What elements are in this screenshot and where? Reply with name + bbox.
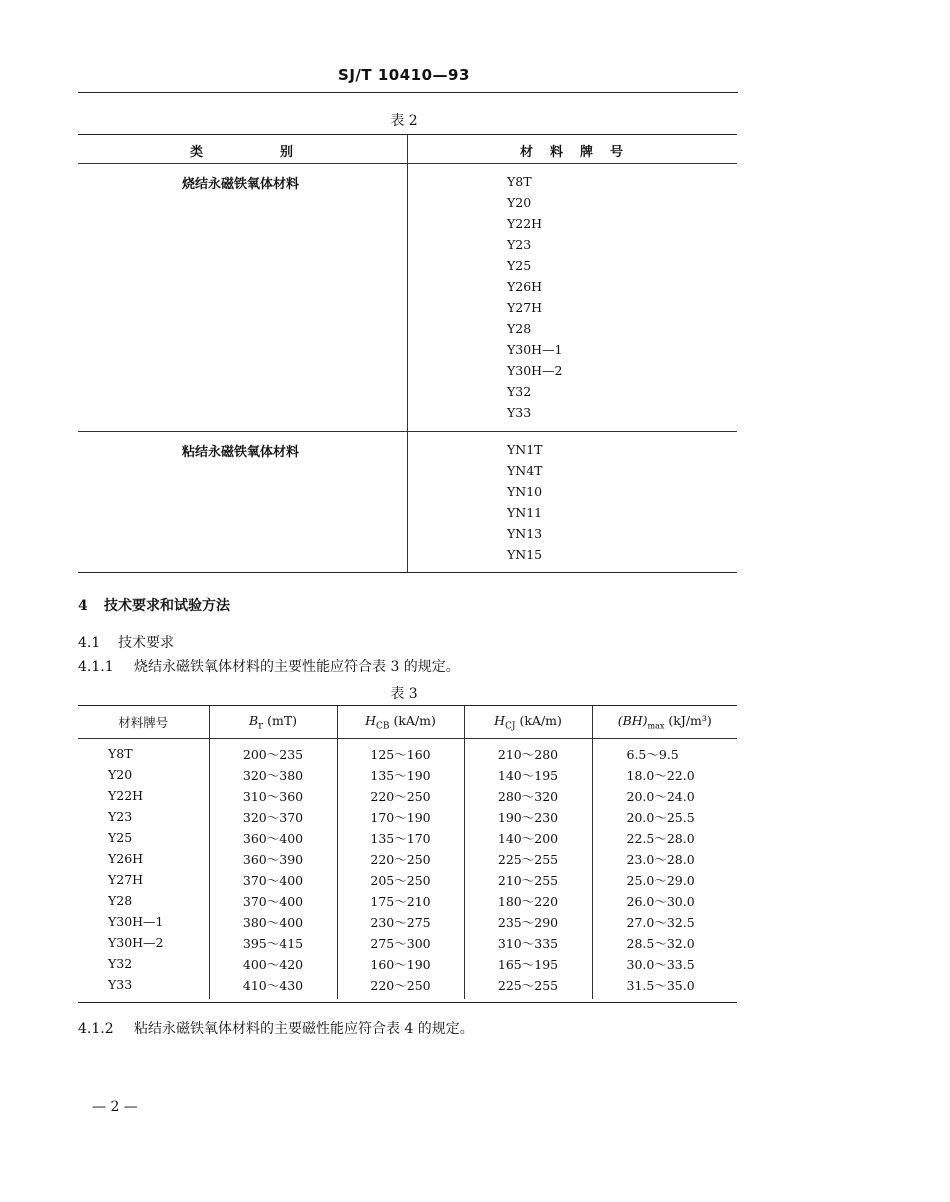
section-title: 技术要求和试验方法 (104, 598, 230, 614)
table2-grade-list-bonded (507, 439, 542, 565)
cell-hcj: 280～320 (464, 785, 592, 806)
cell-hcj: 235～290 (464, 911, 592, 932)
table3-header-row (78, 706, 737, 739)
unit: (mT) (263, 712, 298, 728)
table-row (78, 739, 737, 765)
cell-br: 360～390 (209, 848, 337, 869)
cell-bhmax: 20.0～25.5 (592, 806, 737, 827)
subscript: max (647, 721, 665, 731)
cell-hcb: 125～160 (337, 739, 464, 765)
section-number: 4.1 (78, 635, 101, 651)
cell-bhmax: 31.5～35.0 (592, 974, 737, 999)
header-hcj (464, 706, 592, 739)
grade-item: Y22H (507, 216, 543, 231)
table2-column-divider (407, 135, 408, 572)
table-row (78, 827, 737, 848)
cell-grade: Y28 (108, 893, 133, 908)
cell-hcb: 230～275 (337, 911, 464, 932)
cell-bhmax: 23.0～28.0 (592, 848, 737, 869)
grade-item: YN13 (507, 526, 543, 541)
grade-item: Y25 (507, 258, 532, 273)
section-number: 4.1.2 (78, 1021, 114, 1037)
table-row (78, 932, 737, 953)
cell-hcb: 220～250 (337, 848, 464, 869)
grade-item: Y32 (507, 384, 532, 399)
grade-item: YN1T (507, 442, 543, 457)
grade-item: Y26H (507, 279, 543, 294)
cell-hcb: 160～190 (337, 953, 464, 974)
cell-grade: Y20 (108, 767, 133, 782)
header-rule (78, 92, 738, 93)
table3-caption: 表 3 (390, 686, 418, 702)
symbol: H (365, 712, 376, 728)
grade-item: Y20 (507, 195, 532, 210)
header-bhmax (592, 706, 737, 739)
cell-br: 200～235 (209, 739, 337, 765)
grade-item: Y30H—2 (507, 363, 563, 378)
cell-hcb: 135～190 (337, 764, 464, 785)
table2-header-rule (78, 163, 737, 164)
cell-bhmax: 25.0～29.0 (592, 869, 737, 890)
table2-group-rule (78, 431, 737, 432)
cell-hcb: 175～210 (337, 890, 464, 911)
table-row (78, 848, 737, 869)
header-hcb (337, 706, 464, 739)
cell-grade: Y27H (108, 872, 144, 887)
cell-hcb: 275～300 (337, 932, 464, 953)
cell-hcj: 225～255 (464, 848, 592, 869)
cell-hcj: 140～200 (464, 827, 592, 848)
table3 (78, 706, 737, 999)
grade-item: YN10 (507, 484, 543, 499)
subscript: CJ (505, 721, 516, 732)
page-number: — 2 — (92, 1099, 138, 1115)
cell-bhmax: 22.5～28.0 (592, 827, 737, 848)
header-grade: 材料牌号 (78, 706, 209, 739)
cell-bhmax: 18.0～22.0 (592, 764, 737, 785)
cell-grade: Y26H (108, 851, 144, 866)
grade-item: Y30H—1 (507, 342, 563, 357)
cell-bhmax: 30.0～33.5 (592, 953, 737, 974)
cell-hcb: 220～250 (337, 974, 464, 999)
symbol: (BH) (617, 713, 648, 729)
table-row (78, 974, 737, 999)
table2-header-grades: 材 料 牌 号 (519, 145, 625, 160)
cell-br: 320～380 (209, 764, 337, 785)
cell-br: 310～360 (209, 785, 337, 806)
cell-grade: Y30H—2 (108, 935, 164, 950)
table-row (78, 953, 737, 974)
table-row (78, 890, 737, 911)
cell-br: 320～370 (209, 806, 337, 827)
cell-bhmax: 6.5～9.5 (592, 739, 737, 765)
subscript: r (258, 719, 264, 732)
cell-grade: Y8T (108, 746, 133, 761)
section-4-1-1-paragraph (78, 656, 460, 676)
cell-hcj: 210～255 (464, 869, 592, 890)
cell-br: 395～415 (209, 932, 337, 953)
cell-hcj: 165～195 (464, 953, 592, 974)
section-4-1-heading (78, 632, 174, 652)
cell-grade: Y25 (108, 830, 133, 845)
section-number: 4 (78, 598, 88, 614)
table2-category-bonded: 粘结永磁铁氧体材料 (182, 445, 300, 460)
table-row (78, 785, 737, 806)
section-4-1-2-paragraph (78, 1018, 474, 1038)
table-row (78, 806, 737, 827)
table2-caption: 表 2 (390, 113, 418, 129)
grade-item: Y27H (507, 300, 543, 315)
cell-hcj: 190～230 (464, 806, 592, 827)
cell-br: 410～430 (209, 974, 337, 999)
table-row (78, 911, 737, 932)
cell-hcj: 210～280 (464, 739, 592, 765)
unit: (kA/m) (389, 712, 436, 728)
unit: (kJ/m³) (664, 713, 712, 729)
cell-grade: Y23 (108, 809, 133, 824)
cell-hcj: 310～335 (464, 932, 592, 953)
cell-hcb: 205～250 (337, 869, 464, 890)
cell-br: 370～400 (209, 890, 337, 911)
document-code: SJ/T 10410—93 (338, 66, 470, 84)
grade-item: Y23 (507, 237, 532, 252)
grade-item: YN4T (507, 463, 543, 478)
grade-item: Y28 (507, 321, 532, 336)
cell-grade: Y22H (108, 788, 144, 803)
paragraph-text: 粘结永磁铁氧体材料的主要磁性能应符合表 4 的规定。 (134, 1021, 474, 1037)
header-br (209, 706, 337, 739)
symbol: B (248, 712, 259, 728)
cell-br: 360～400 (209, 827, 337, 848)
table2-header-category: 类 别 (189, 145, 295, 160)
grade-item: Y8T (507, 174, 532, 189)
cell-hcb: 170～190 (337, 806, 464, 827)
cell-grade: Y30H—1 (108, 914, 164, 929)
cell-br: 380～400 (209, 911, 337, 932)
cell-grade: Y33 (108, 977, 133, 992)
table-row (78, 764, 737, 785)
table2-category-sintered: 烧结永磁铁氧体材料 (182, 177, 300, 192)
cell-bhmax: 20.0～24.0 (592, 785, 737, 806)
table2-grade-list-sintered (507, 171, 563, 423)
cell-hcj: 225～255 (464, 974, 592, 999)
cell-bhmax: 27.0～32.5 (592, 911, 737, 932)
cell-hcj: 180～220 (464, 890, 592, 911)
cell-bhmax: 28.5～32.0 (592, 932, 737, 953)
section-number: 4.1.1 (78, 659, 114, 675)
cell-br: 400～420 (209, 953, 337, 974)
section-title: 技术要求 (118, 635, 174, 651)
grade-item: YN15 (507, 547, 543, 562)
cell-grade: Y32 (108, 956, 133, 971)
symbol: H (494, 712, 505, 728)
subscript: CB (376, 721, 390, 732)
table2-bottom-rule (78, 572, 737, 573)
cell-hcj: 140～195 (464, 764, 592, 785)
cell-hcb: 135～170 (337, 827, 464, 848)
table3-bottom-rule (78, 1002, 737, 1003)
cell-bhmax: 26.0～30.0 (592, 890, 737, 911)
grade-item: YN11 (507, 505, 543, 520)
unit: (kA/m) (515, 712, 562, 728)
section-4-heading (78, 595, 230, 615)
cell-br: 370～400 (209, 869, 337, 890)
grade-item: Y33 (507, 405, 532, 420)
table-row (78, 869, 737, 890)
paragraph-text: 烧结永磁铁氧体材料的主要性能应符合表 3 的规定。 (134, 659, 460, 675)
cell-hcb: 220～250 (337, 785, 464, 806)
